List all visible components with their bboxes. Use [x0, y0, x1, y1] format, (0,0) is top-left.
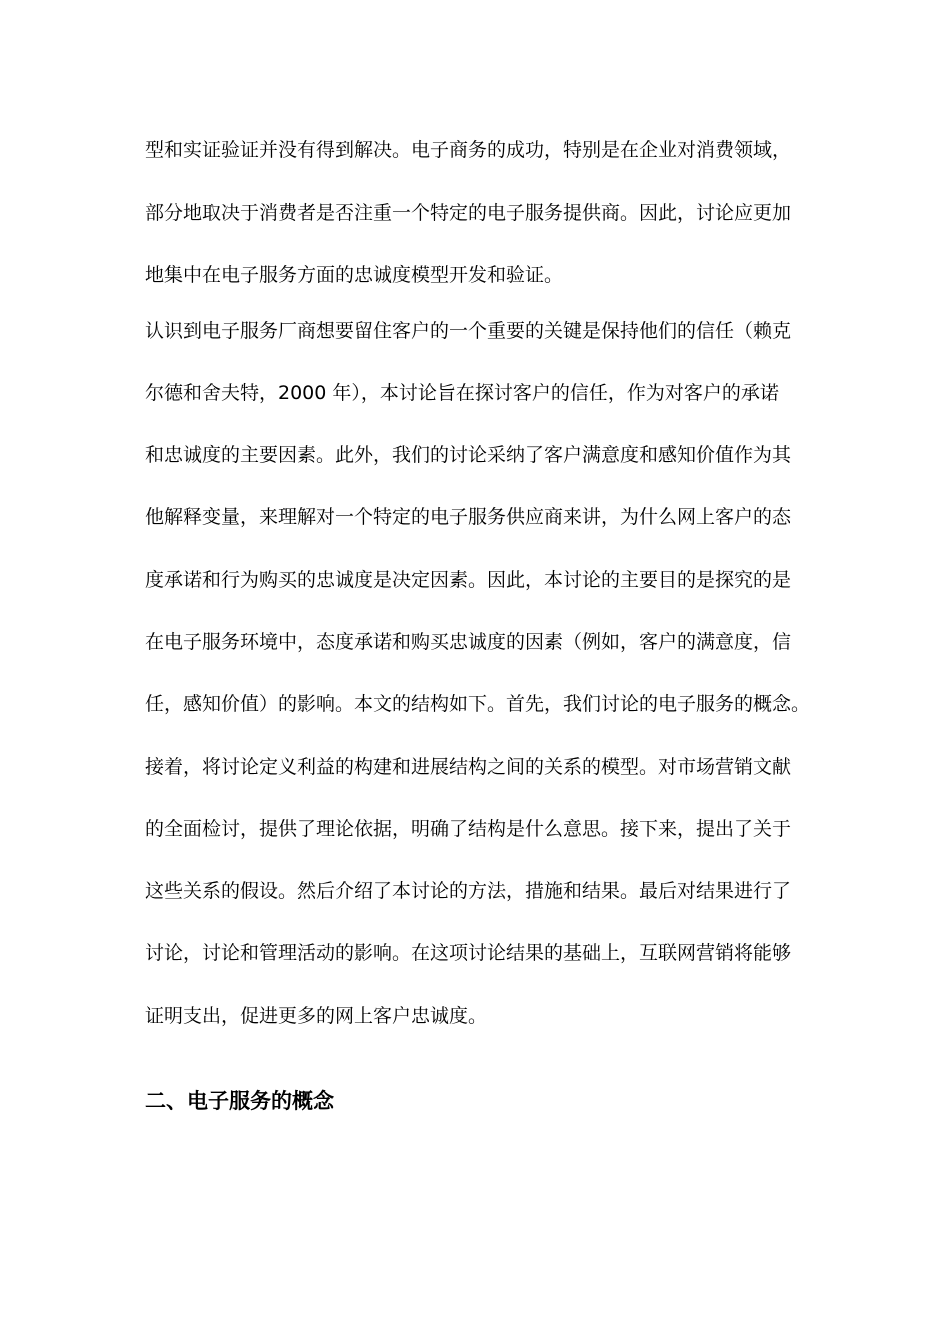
- paragraph-2-line-3: 和忠诚度的主要因素。此外，我们的讨论采纳了客户满意度和感知价值作为其: [145, 444, 792, 466]
- paragraph-1-line-2: 部分地取决于消费者是否注重一个特定的电子服务提供商。因此，讨论应更加: [145, 202, 792, 224]
- paragraph-2-line-12: 证明支出，促进更多的网上客户忠诚度。: [145, 1005, 488, 1027]
- paragraph-2-line-10: 这些关系的假设。然后介绍了本讨论的方法，措施和结果。最后对结果进行了: [145, 880, 792, 902]
- paragraph-2-line-4: 他解释变量，来理解对一个特定的电子服务供应商来讲，为什么网上客户的态: [145, 506, 792, 528]
- paragraph-2-line-1: 认识到电子服务厂商想要留住客户的一个重要的关键是保持他们的信任（赖克: [145, 320, 792, 342]
- paragraph-1-line-3: 地集中在电子服务方面的忠诚度模型开发和验证。: [145, 264, 564, 286]
- paragraph-2-line-7: 任，感知价值）的影响。本文的结构如下。首先，我们讨论的电子服务的概念。: [145, 693, 811, 715]
- paragraph-2-line-9: 的全面检讨，提供了理论依据，明确了结构是什么意思。接下来，提出了关于: [145, 818, 792, 840]
- paragraph-2-line-5: 度承诺和行为购买的忠诚度是决定因素。因此，本讨论的主要目的是探究的是: [145, 569, 792, 591]
- section-heading: 二、电子服务的概念: [145, 1089, 334, 1113]
- paragraph-2-line-6: 在电子服务环境中，态度承诺和购买忠诚度的因素（例如，客户的满意度，信: [145, 631, 792, 653]
- paragraph-2-line-11: 讨论，讨论和管理活动的影响。在这项讨论结果的基础上，互联网营销将能够: [145, 942, 792, 964]
- paragraph-2-line-8: 接着，将讨论定义利益的构建和进展结构之间的关系的模型。对市场营销文献: [145, 756, 792, 778]
- paragraph-1-line-1: 型和实证验证并没有得到解决。电子商务的成功，特别是在企业对消费领域，: [145, 139, 792, 161]
- paragraph-2-line-2: 尔德和舍夫特，2000 年），本讨论旨在探讨客户的信任，作为对客户的承诺: [145, 382, 779, 404]
